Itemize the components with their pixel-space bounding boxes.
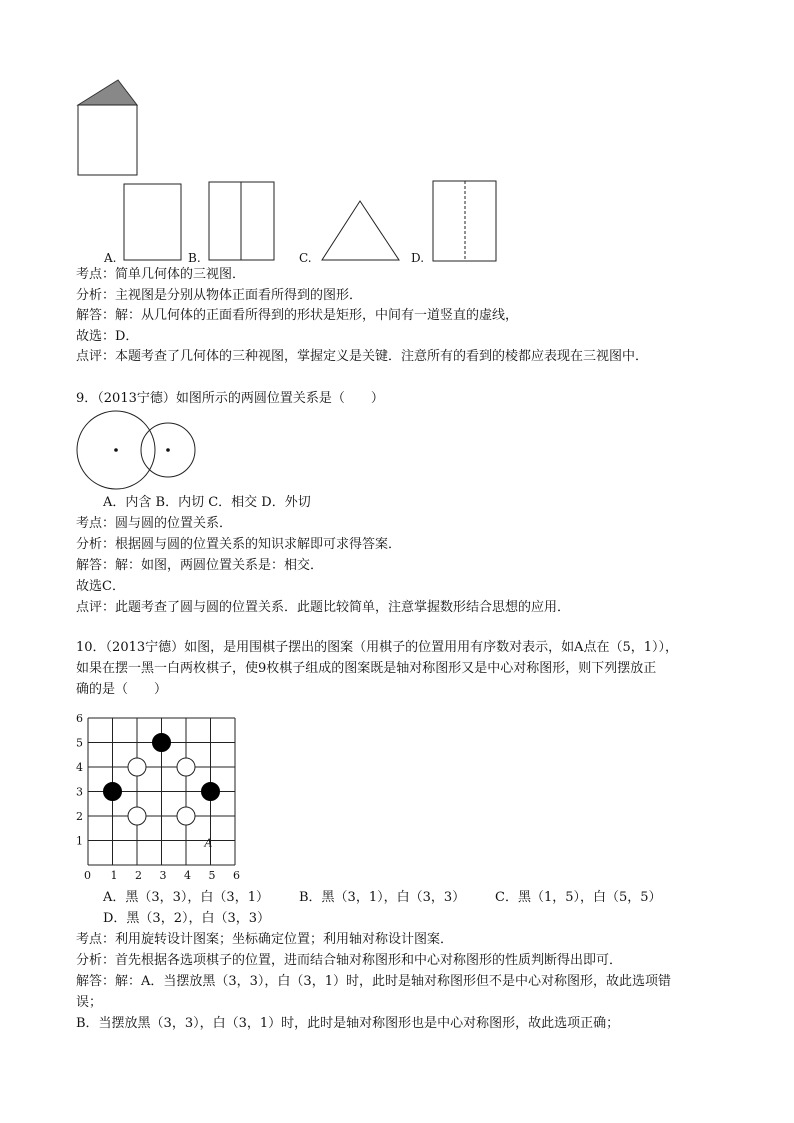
q8-option-b-label: B.	[188, 251, 201, 265]
x-tick-label: 4	[184, 869, 191, 882]
q10-option-c: C．黑（1，5），白（5，5）	[495, 890, 662, 905]
small-circle	[141, 423, 195, 477]
black-stone	[202, 783, 220, 801]
q10-stem-line1: 10．（2013宁德）如图，是用围棋子摆出的图案（用棋子的位置用用有序数对表示，如A点在（5，1）），	[76, 640, 679, 655]
q10-stem-line2: 如果在摆一黑一白两枚棋子，使9枚棋子组成的图案既是轴对称图形又是中心对称图形，则下列摆放正	[76, 661, 657, 676]
q9-fenxi: 分析：根据圆与圆的位置关系的知识求解即可求得答案．	[76, 537, 402, 552]
y-tick-label: 6	[76, 712, 83, 725]
option-b-view	[209, 182, 274, 260]
white-stone	[128, 807, 146, 825]
y-tick-label: 5	[76, 736, 83, 750]
x-tick-label: 0	[84, 869, 91, 882]
x-tick-label: 6	[233, 869, 240, 882]
q10-jieda-line1: 解答：解：A．当摆放黑（3，3），白（3，1）时，此时是轴对称图形但不是中心对称图形，故此选项错	[76, 974, 671, 989]
q9-options: A．内含 B．内切 C．相交 D．外切	[103, 495, 311, 510]
q9-guxuan: 故选C．	[76, 579, 125, 594]
y-tick-label: 3	[76, 785, 83, 799]
roof-triangle	[78, 80, 137, 105]
x-tick-label: 3	[159, 869, 167, 882]
x-tick-label: 1	[110, 869, 118, 882]
q9-stem: 9．（2013宁德）如图所示的两圆位置关系是（ ）	[76, 391, 384, 406]
q10-option-b: B．黑（3，1），白（3，3）	[299, 890, 466, 905]
q9-kaodian: 考点：圆与圆的位置关系．	[76, 516, 233, 531]
black-stone	[153, 734, 171, 752]
option-c-view	[322, 201, 399, 260]
big-circle-center	[114, 448, 118, 452]
q8-dianping: 点评：本题考查了几何体的三种视图，掌握定义是关键．注意所有的看到的棱都应表现在三视图中．	[76, 349, 649, 364]
point-a-label: A	[204, 836, 213, 850]
option-d-view	[433, 181, 496, 261]
q8-option-c-label: C.	[299, 251, 312, 265]
y-tick-label: 4	[76, 761, 83, 774]
q8-guxuan: 故选：D．	[76, 329, 139, 344]
q10-stem-line3: 确的是（ ）	[76, 682, 168, 697]
y-tick-label: 2	[76, 810, 83, 823]
q9-jieda: 解答：解：如图，两圆位置关系是：相交．	[76, 558, 324, 573]
black-stone	[104, 783, 122, 801]
q10-option-d: D．黑（3，2），白（3，3）	[103, 911, 271, 926]
q8-kaodian: 考点：简单几何体的三视图．	[76, 267, 246, 282]
x-tick-label: 5	[208, 869, 216, 882]
q10-jieda-line2: 误；	[76, 995, 103, 1010]
white-stone	[177, 807, 195, 825]
body-rectangle	[78, 105, 137, 175]
q9-dianping: 点评：此题考查了圆与圆的位置关系．此题比较简单，注意掌握数形结合思想的应用．	[76, 600, 571, 615]
go-board-grid	[70, 705, 270, 885]
q8-option-a-label: A.	[104, 251, 117, 265]
y-tick-label: 1	[76, 834, 83, 848]
q10-fenxi: 分析：首先根据各选项棋子的位置，进而结合轴对称图形和中心对称图形的性质判断得出即可．	[76, 953, 623, 968]
q10-option-a: A．黑（3，3），白（3，1）	[103, 890, 269, 905]
q10-jieda-line3: B．当摆放黑（3，3），白（3，1）时，此时是轴对称图形也是中心对称图形，故此选项正确；	[76, 1016, 620, 1031]
white-stone	[177, 758, 195, 776]
q10-kaodian: 考点：利用旋转设计图案；坐标确定位置；利用轴对称设计图案．	[76, 932, 454, 947]
q8-fenxi: 分析：主视图是分别从物体正面看所得到的图形．	[76, 288, 363, 303]
small-circle-center	[166, 448, 170, 452]
q8-option-d-label: D.	[411, 251, 425, 265]
option-a-view	[124, 184, 181, 260]
big-circle	[77, 411, 155, 489]
white-stone	[128, 758, 146, 776]
q8-jieda: 解答：解：从几何体的正面看所得到的形状是矩形，中间有一道竖直的虚线，	[76, 308, 519, 323]
x-tick-label: 2	[135, 869, 142, 882]
